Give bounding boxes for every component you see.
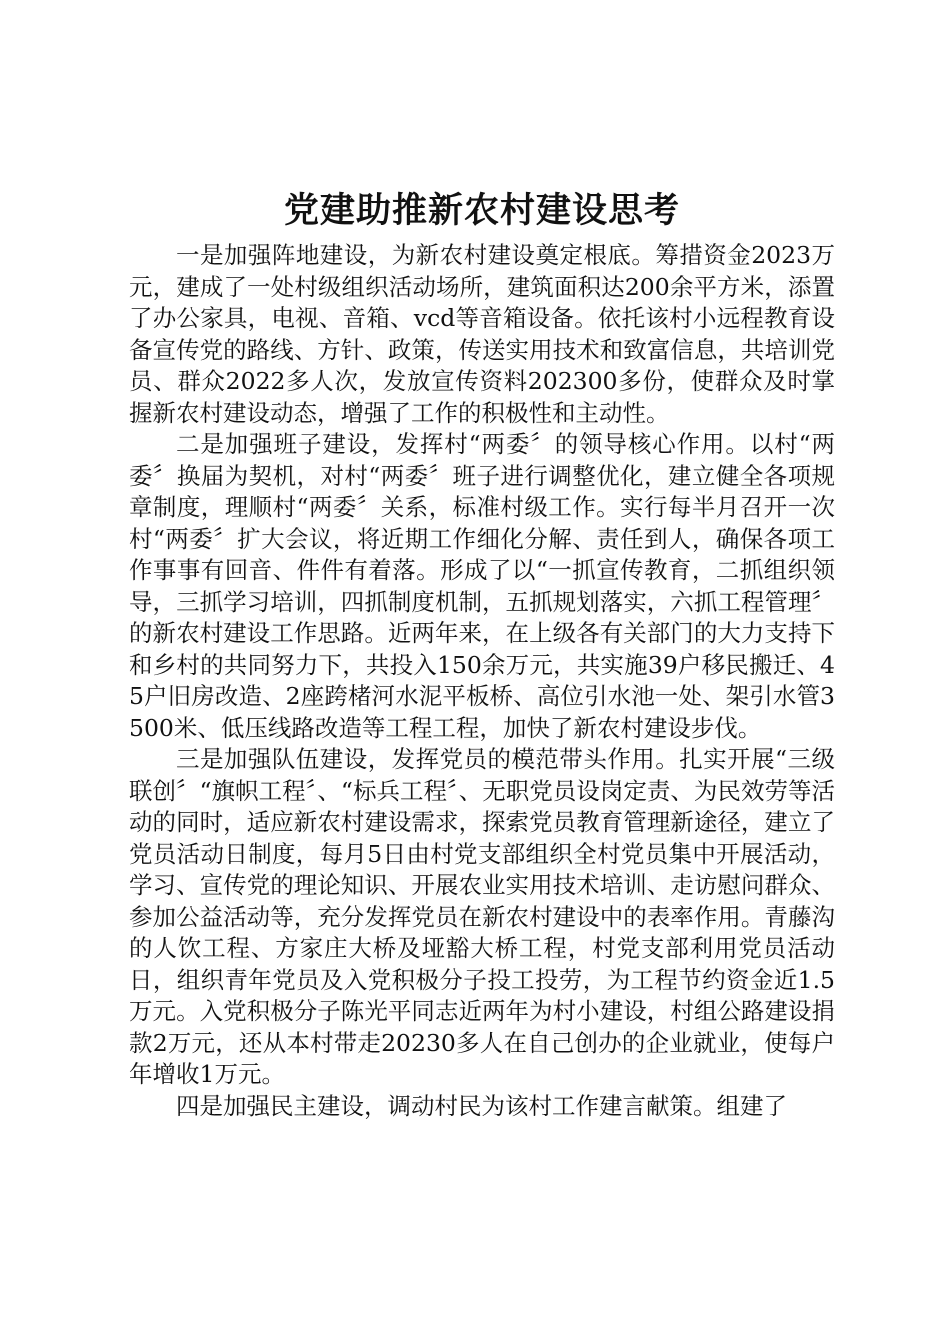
- document-title: 党建助推新农村建设思考: [283, 190, 680, 231]
- paragraph-cadre-building: 三是加强队伍建设，发挥党员的模范带头作用。扎实开展“三级联创〞“旗帜工程〞、“标兵工程〞、无职党员设岗定责、为民效劳等活动的同时，适应新农村建设需求，探索党员教育管理新途径，建立了党员活动日制度，每月5日由村党支部组织全村党员集中开展活动，学习、宣传党的理论知识、开展农业实用技术培训、走访慰问群众、参加公益活动等，充分发挥党员在新农村建设中的表率作用。青藤沟的人饮工程、方家庄大桥及垭豁大桥工程，村党支部利用党员活动日，组织青年党员及入党积极分子投工投劳，为工程节约资金近1.5万元。入党积极分子陈光平同志近两年为村小建设，村组公路建设捐款2万元，还从本村带走20230多人在自己创办的企业就业，使每户年增收1万元。: [129, 745, 835, 1088]
- paragraph-democracy-building: 四是加强民主建设，调动村民为该村工作建言献策。组建了: [176, 1091, 787, 1120]
- paragraph-position-building: 一是加强阵地建设，为新农村建设奠定根底。筹措资金2023万元，建成了一处村级组织活动场所，建筑面积达200余平方米，添置了办公家具，电视、音箱、vcd等音箱设备。依托该村小远程教育设备宣传党的路线、方针、政策，传送实用技术和致富信息，共培训党员、群众2022多人次，发放宣传资料202300多份，使群众及时掌握新农村建设动态，增强了工作的积极性和主动性。: [129, 241, 835, 427]
- document-page: [129, 190, 835, 1122]
- paragraph-team-building: 二是加强班子建设，发挥村“两委〞的领导核心作用。以村“两委〞换届为契机，对村“两委〞班子进行调整优化，建立健全各项规章制度，理顺村“两委〞关系，标准村级工作。实行每半月召开一次村“两委〞扩大会议，将近期工作细化分解、责任到人，确保各项工作事事有回音、件件有着落。形成了以“一抓宣传教育，二抓组织领导，三抓学习培训，四抓制度机制，五抓规划落实，六抓工程管理〞的新农村建设工作思路。近两年来，在上级各有关部门的大力支持下和乡村的共同努力下，共投入150余万元，共实施39户移民搬迁、45户旧房改造、2座跨楮河水泥平板桥、高位引水池一处、架引水管3500米、低压线路改造等工程工程，加快了新农村建设步伐。: [129, 430, 835, 742]
